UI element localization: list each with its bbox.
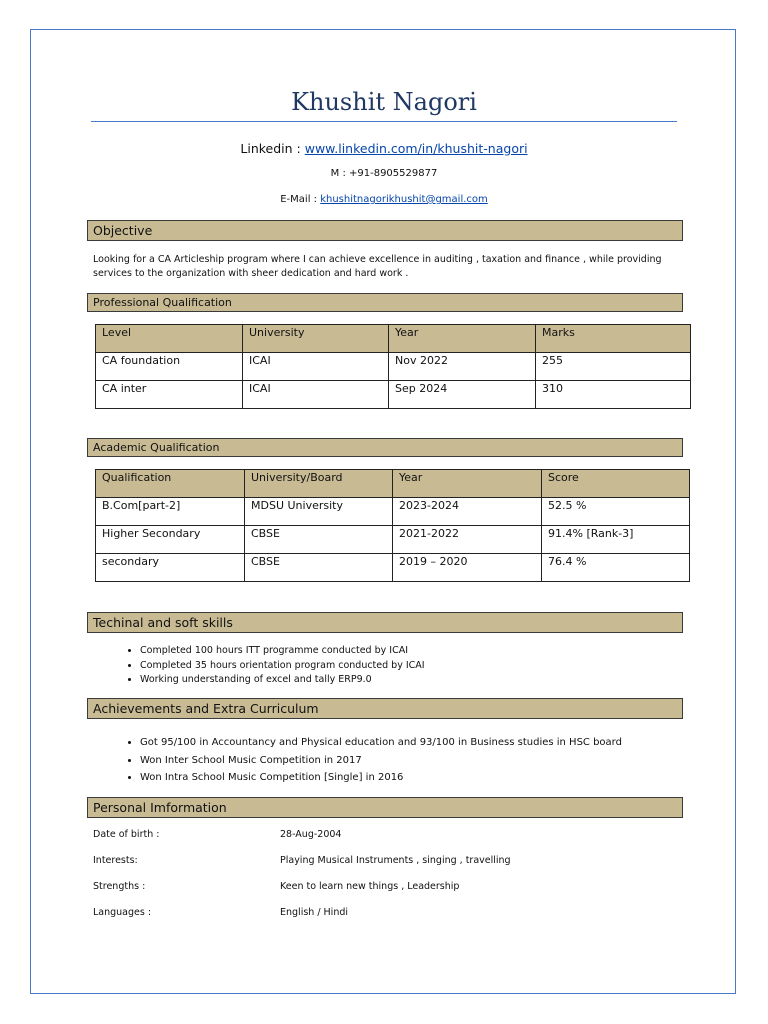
section-skills [87, 612, 683, 633]
strengths-label: Strengths : [93, 881, 146, 892]
section-objective [87, 220, 683, 241]
list-item: • Completed 35 hours orientation program conducted by ICAI [140, 659, 700, 674]
table-cell: CBSE [245, 554, 393, 582]
table-header-cell: Level [96, 325, 243, 353]
mobile-number: M : +91-8905529877 [330, 168, 438, 179]
table-header-cell: Year [393, 470, 542, 498]
section-title: Personal Imformation [93, 800, 227, 815]
table-cell: 310 [536, 381, 691, 409]
table-cell: B.Com[part-2] [96, 498, 245, 526]
section-title: Techinal and soft skills [93, 615, 233, 630]
list-item: • Working understanding of excel and tally ERP9.0 [140, 673, 700, 688]
table-cell: CA foundation [96, 353, 243, 381]
achievements-list [100, 734, 700, 787]
interests-value: Playing Musical Instruments , singing , travelling [280, 855, 511, 866]
languages-label: Languages : [93, 907, 152, 918]
dob-value: 28-Aug-2004 [280, 829, 342, 840]
table-row [96, 498, 690, 526]
table-cell: ICAI [243, 381, 389, 409]
table-row [96, 554, 690, 582]
skills-list [100, 644, 700, 688]
table-cell: 91.4% [Rank-3] [542, 526, 690, 554]
table-row [96, 526, 690, 554]
table-cell: Nov 2022 [389, 353, 536, 381]
table-cell: 255 [536, 353, 691, 381]
email-label: E-Mail : [280, 194, 321, 205]
table-row [96, 353, 691, 381]
linkedin-link[interactable]: www.linkedin.com/in/khushit-nagori [304, 141, 528, 156]
languages-value: English / Hindi [280, 907, 349, 918]
section-achievements [87, 698, 683, 719]
linkedin-label: Linkedin : [240, 141, 305, 156]
section-title: Achievements and Extra Curriculum [93, 701, 319, 716]
table-header-cell: Marks [536, 325, 691, 353]
section-title: Professional Qualification [93, 296, 232, 309]
table-header-row [96, 325, 691, 353]
table-cell: ICAI [243, 353, 389, 381]
section-personal [87, 797, 683, 818]
table-cell: CBSE [245, 526, 393, 554]
table-header-cell: Qualification [96, 470, 245, 498]
table-cell: 2021-2022 [393, 526, 542, 554]
table-cell: 76.4 % [542, 554, 690, 582]
section-academic [87, 438, 683, 457]
linkedin-line [0, 141, 768, 156]
table-cell: Sep 2024 [389, 381, 536, 409]
objective-text [93, 253, 673, 281]
professional-table [95, 324, 691, 409]
list-item: • Completed 100 hours ITT programme conducted by ICAI [140, 644, 700, 659]
list-item: • Won Intra School Music Competition [Single] in 2016 [140, 769, 700, 787]
dob-label: Date of birth : [93, 829, 160, 840]
section-professional [87, 293, 683, 312]
table-header-row [96, 470, 690, 498]
objective-line-2: services to the organization with sheer dedication and hard work . [93, 268, 409, 279]
email-line [0, 194, 768, 205]
email-link[interactable]: khushitnagorikhushit@gmail.com [320, 194, 488, 205]
section-title: Objective [93, 223, 153, 238]
table-cell: CA inter [96, 381, 243, 409]
table-header-cell: Year [389, 325, 536, 353]
table-cell: 2019 – 2020 [393, 554, 542, 582]
name-divider [91, 121, 677, 122]
strengths-value: Keen to learn new things , Leadership [280, 881, 460, 892]
table-cell: 52.5 % [542, 498, 690, 526]
list-item: • Got 95/100 in Accountancy and Physical education and 93/100 in Business studies in HSC board [140, 734, 700, 752]
table-cell: Higher Secondary [96, 526, 245, 554]
candidate-name: Khushit Nagori [291, 88, 477, 116]
table-cell: 2023-2024 [393, 498, 542, 526]
list-item: • Won Inter School Music Competition in 2017 [140, 752, 700, 770]
academic-table [95, 469, 690, 582]
table-header-cell: Score [542, 470, 690, 498]
interests-label: Interests: [93, 855, 138, 866]
table-row [96, 381, 691, 409]
table-header-cell: University [243, 325, 389, 353]
table-header-cell: University/Board [245, 470, 393, 498]
table-cell: MDSU University [245, 498, 393, 526]
table-cell: secondary [96, 554, 245, 582]
objective-line-1: Looking for a CA Articleship program where I can achieve excellence in auditing , taxation and finance , while providing [93, 254, 662, 265]
section-title: Academic Qualification [93, 441, 220, 454]
